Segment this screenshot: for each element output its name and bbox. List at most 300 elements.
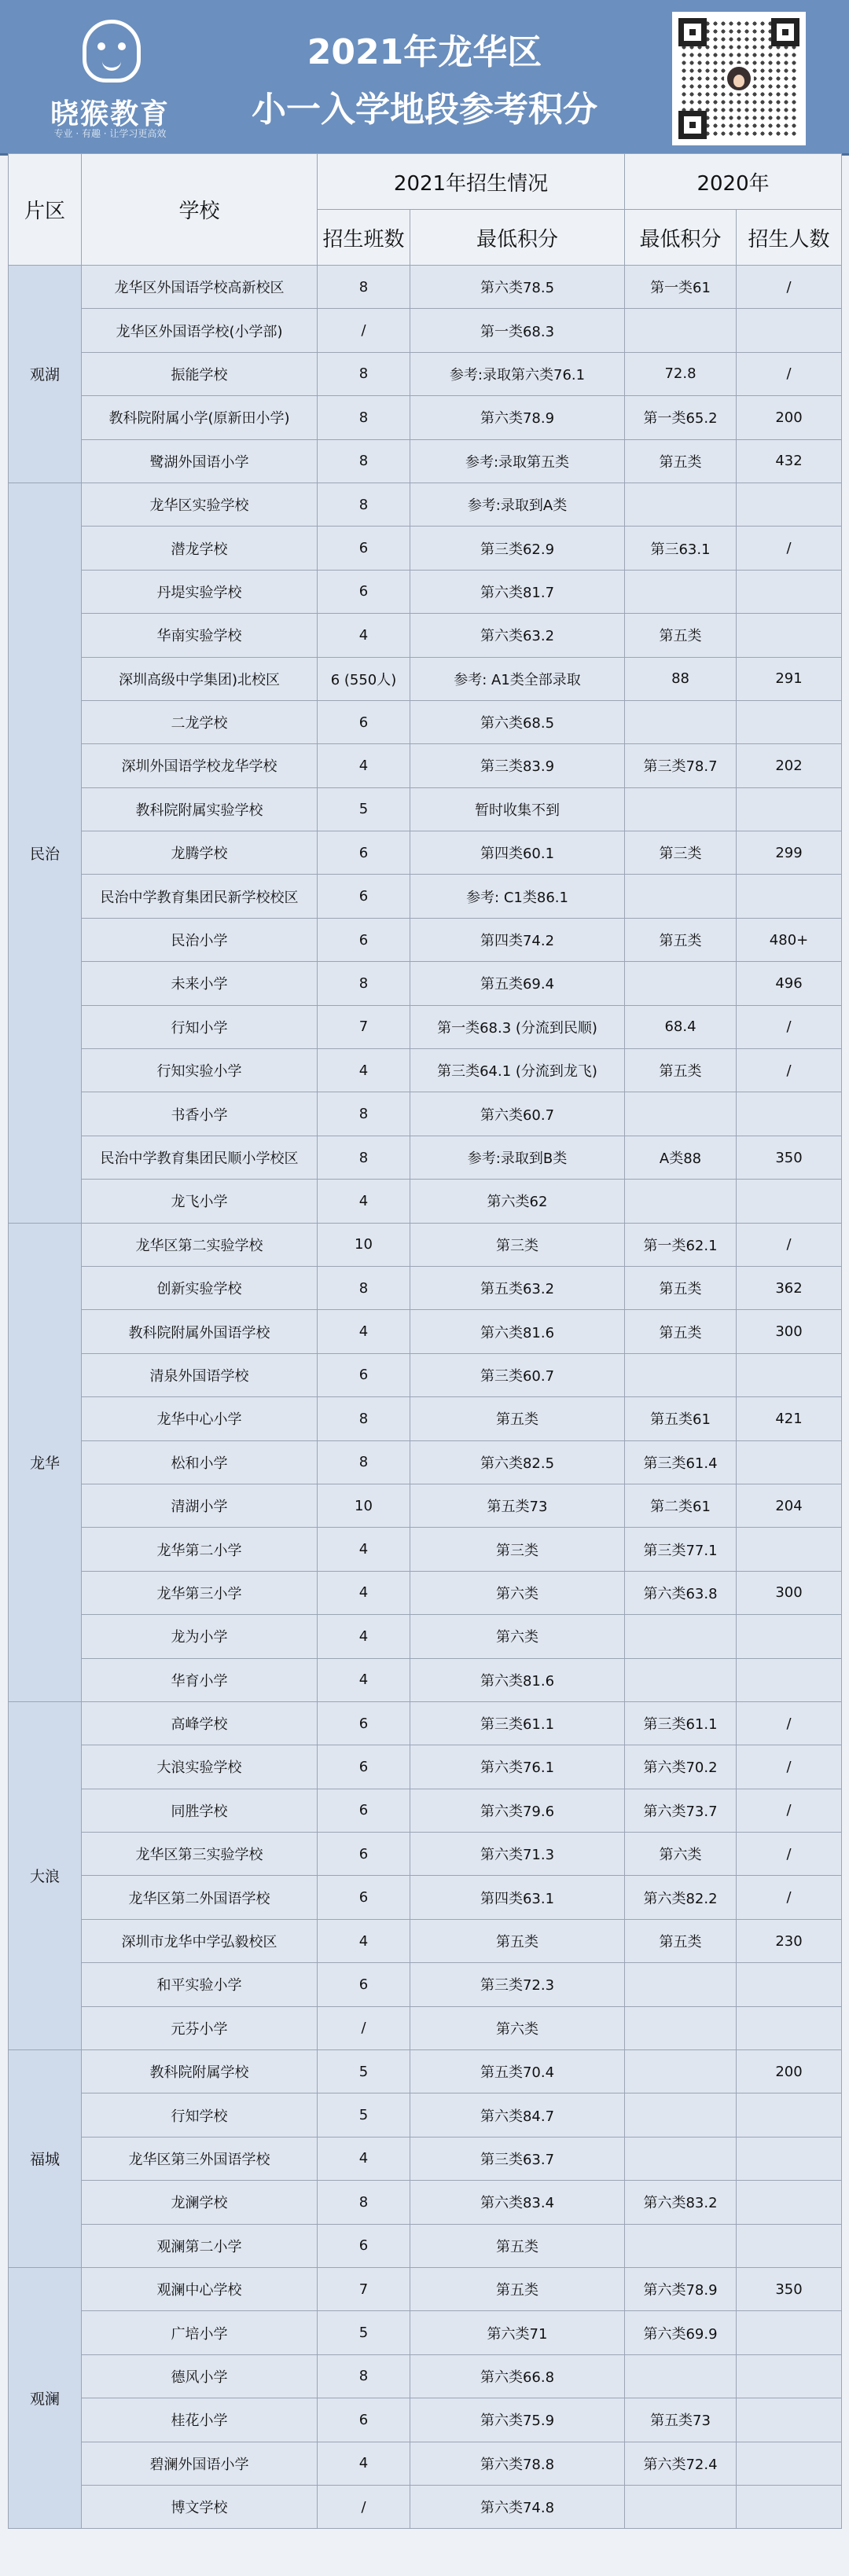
enrolled-2020-cell: / <box>737 1833 842 1876</box>
min-score-2020-cell: 第三类61.1 <box>625 1701 737 1745</box>
min-score-2020-cell <box>625 309 737 352</box>
min-score-2020-cell <box>625 962 737 1005</box>
table-row <box>9 2181 842 2224</box>
school-cell: 龙华区外国语学校高新校区 <box>82 266 318 309</box>
min-score-2021-cell: 第三类 <box>410 1528 625 1571</box>
min-score-2020-cell <box>625 2354 737 2398</box>
min-score-2021-cell: 第六类81.6 <box>410 1310 625 1353</box>
school-cell: 龙华区第二外国语学校 <box>82 1876 318 1919</box>
page-title-line1: 2021年龙华区 <box>307 32 542 72</box>
min-score-2020-cell: 第五类61 <box>625 1397 737 1440</box>
table-row <box>9 2267 842 2310</box>
classes-2021-cell: / <box>318 309 410 352</box>
school-cell: 龙华中心小学 <box>82 1397 318 1440</box>
min-score-2021-cell: 第六类76.1 <box>410 1745 625 1789</box>
min-score-2020-cell <box>625 2137 737 2180</box>
school-cell: 二龙学校 <box>82 700 318 743</box>
school-cell: 教科院附属学校 <box>82 2050 318 2093</box>
classes-2021-cell: 7 <box>318 1005 410 1048</box>
school-cell: 行知学校 <box>82 2093 318 2137</box>
min-score-2021-cell: 参考:录取到B类 <box>410 1136 625 1179</box>
classes-2021-cell: 8 <box>318 1397 410 1440</box>
enrolled-2020-cell: 200 <box>737 2050 842 2093</box>
table-row <box>9 614 842 657</box>
school-cell: 清泉外国语学校 <box>82 1353 318 1396</box>
min-score-2021-cell: 第六类78.5 <box>410 266 625 309</box>
min-score-2020-cell: 第五类 <box>625 439 737 483</box>
classes-2021-cell: 5 <box>318 2050 410 2093</box>
min-score-2020-cell <box>625 1963 737 2006</box>
min-score-2020-cell <box>625 2050 737 2093</box>
min-score-2020-cell <box>625 1658 737 1701</box>
enrolled-2020-cell <box>737 875 842 918</box>
enrolled-2020-cell: / <box>737 1701 842 1745</box>
min-score-2020-cell: 68.4 <box>625 1005 737 1048</box>
enrolled-2020-cell: 204 <box>737 1484 842 1527</box>
table-row <box>9 1789 842 1832</box>
min-score-2020-cell: 第一类62.1 <box>625 1223 737 1266</box>
min-score-2021-cell: 第三类63.7 <box>410 2137 625 2180</box>
enrolled-2020-cell: 362 <box>737 1266 842 1309</box>
min-score-2021-cell: 参考:录取第六类76.1 <box>410 352 625 395</box>
brand-slogan: 专业 · 有趣 · 让学习更高效 <box>53 128 167 139</box>
min-score-2021-cell: 第五类 <box>410 2267 625 2310</box>
min-score-2020-cell <box>625 483 737 526</box>
enrolled-2020-cell: / <box>737 1745 842 1789</box>
school-cell: 高峰学校 <box>82 1701 318 1745</box>
table-row <box>9 1833 842 1876</box>
min-score-2020-cell: 第五类 <box>625 1266 737 1309</box>
table-row <box>9 962 842 1005</box>
min-score-2021-cell: 第六类78.8 <box>410 2442 625 2485</box>
school-cell: 龙华区外国语学校(小学部) <box>82 309 318 352</box>
school-cell: 龙澜学校 <box>82 2181 318 2224</box>
enrolled-2020-cell <box>737 1528 842 1571</box>
min-score-2020-cell: 第五类 <box>625 918 737 961</box>
enrolled-2020-cell <box>737 2354 842 2398</box>
table-row <box>9 1223 842 1266</box>
classes-2021-cell: 5 <box>318 2093 410 2137</box>
qr-code-icon <box>672 12 806 145</box>
classes-2021-cell: 4 <box>318 1919 410 1962</box>
table-row <box>9 1615 842 1658</box>
min-score-2020-cell: 第五类73 <box>625 2398 737 2442</box>
min-score-2020-cell: 88 <box>625 657 737 700</box>
school-cell: 龙腾学校 <box>82 831 318 875</box>
school-cell: 未来小学 <box>82 962 318 1005</box>
classes-2021-cell: 6 <box>318 875 410 918</box>
table-row <box>9 2398 842 2442</box>
classes-2021-cell: 8 <box>318 2354 410 2398</box>
min-score-2020-cell: 第三63.1 <box>625 527 737 570</box>
school-cell: 振能学校 <box>82 352 318 395</box>
min-score-2020-cell: 第二类61 <box>625 1484 737 1527</box>
min-score-2020-cell: 第三类77.1 <box>625 1528 737 1571</box>
min-score-2020-cell: 第六类83.2 <box>625 2181 737 2224</box>
table-row <box>9 1701 842 1745</box>
classes-2021-cell: 6 <box>318 570 410 613</box>
classes-2021-cell: 4 <box>318 1658 410 1701</box>
school-cell: 教科院附属实验学校 <box>82 787 318 831</box>
enrolled-2020-cell: 202 <box>737 744 842 787</box>
enrolled-2020-cell <box>737 483 842 526</box>
min-score-2021-cell: 第六类81.7 <box>410 570 625 613</box>
classes-2021-cell: 8 <box>318 266 410 309</box>
classes-2021-cell: 8 <box>318 2181 410 2224</box>
table-row <box>9 1310 842 1353</box>
table-row <box>9 2224 842 2267</box>
enrolled-2020-cell <box>737 787 842 831</box>
classes-2021-cell: 4 <box>318 1049 410 1092</box>
classes-2021-cell: / <box>318 2006 410 2049</box>
classes-2021-cell: 6 <box>318 527 410 570</box>
school-cell: 民治中学教育集团民顺小学校区 <box>82 1136 318 1179</box>
classes-2021-cell: / <box>318 2485 410 2528</box>
school-cell: 丹堤实验学校 <box>82 570 318 613</box>
classes-2021-cell: 10 <box>318 1484 410 1527</box>
classes-2021-cell: 6 (550人) <box>318 657 410 700</box>
min-score-2020-cell: 第三类78.7 <box>625 744 737 787</box>
table-row <box>9 2006 842 2049</box>
classes-2021-cell: 6 <box>318 700 410 743</box>
min-score-2021-cell: 第三类60.7 <box>410 1353 625 1396</box>
qr-finder-icon <box>771 18 799 46</box>
school-cell: 观澜中心学校 <box>82 2267 318 2310</box>
table-row <box>9 1440 842 1484</box>
school-cell: 书香小学 <box>82 1092 318 1136</box>
enrolled-2020-cell <box>737 1440 842 1484</box>
table-row <box>9 2093 842 2137</box>
table-row <box>9 1397 842 1440</box>
min-score-2021-cell: 第四类60.1 <box>410 831 625 875</box>
table-row <box>9 2050 842 2093</box>
monkey-logo-icon <box>83 20 141 83</box>
min-score-2020-cell <box>625 787 737 831</box>
table-row <box>9 1180 842 1223</box>
min-score-2021-cell: 第六类81.6 <box>410 1658 625 1701</box>
enrolled-2020-cell: 299 <box>737 831 842 875</box>
enrolled-2020-cell: 350 <box>737 1136 842 1179</box>
page-title-line2: 小一入学地段参考积分 <box>252 90 597 130</box>
table-row <box>9 483 842 526</box>
min-score-2020-cell: 第六类72.4 <box>625 2442 737 2485</box>
school-cell: 潜龙学校 <box>82 527 318 570</box>
school-cell: 华育小学 <box>82 1658 318 1701</box>
enrolled-2020-cell: / <box>737 352 842 395</box>
min-score-2021-cell: 第六类62 <box>410 1180 625 1223</box>
table-row <box>9 1266 842 1309</box>
classes-2021-cell: 4 <box>318 2442 410 2485</box>
enrolled-2020-cell: 421 <box>737 1397 842 1440</box>
min-score-2021-cell: 第六类71.3 <box>410 1833 625 1876</box>
enrolled-2020-cell <box>737 309 842 352</box>
min-score-2021-cell: 第六类 <box>410 2006 625 2049</box>
classes-2021-cell: 4 <box>318 2137 410 2180</box>
classes-2021-cell: 8 <box>318 439 410 483</box>
school-cell: 龙为小学 <box>82 1615 318 1658</box>
school-cell: 华南实验学校 <box>82 614 318 657</box>
classes-2021-cell: 8 <box>318 1092 410 1136</box>
enrolled-2020-cell <box>737 2311 842 2354</box>
enrolled-2020-cell <box>737 2442 842 2485</box>
classes-2021-cell: 8 <box>318 1136 410 1179</box>
school-cell: 大浪实验学校 <box>82 1745 318 1789</box>
min-score-2021-cell: 第六类71 <box>410 2311 625 2354</box>
table-row <box>9 1963 842 2006</box>
district-cell: 观湖 <box>9 266 82 483</box>
enrolled-2020-cell <box>737 1658 842 1701</box>
classes-2021-cell: 4 <box>318 614 410 657</box>
table-row <box>9 1745 842 1789</box>
table-row <box>9 266 842 309</box>
min-score-2020-cell <box>625 875 737 918</box>
enrolled-2020-cell <box>737 2093 842 2137</box>
classes-2021-cell: 10 <box>318 1223 410 1266</box>
min-score-2021-cell: 第六类75.9 <box>410 2398 625 2442</box>
column-min-score-2021: 最低积分 <box>410 210 625 266</box>
min-score-2021-cell: 第五类 <box>410 1397 625 1440</box>
classes-2021-cell: 4 <box>318 1615 410 1658</box>
table-row <box>9 875 842 918</box>
qr-finder-icon <box>678 18 707 46</box>
enrolled-2020-cell: 350 <box>737 2267 842 2310</box>
table-row <box>9 2485 842 2528</box>
school-cell: 松和小学 <box>82 1440 318 1484</box>
school-cell: 龙华区第二实验学校 <box>82 1223 318 1266</box>
min-score-2021-cell: 参考: A1类全部录取 <box>410 657 625 700</box>
classes-2021-cell: 4 <box>318 1571 410 1614</box>
school-cell: 桂花小学 <box>82 2398 318 2442</box>
table-row <box>9 527 842 570</box>
classes-2021-cell: 6 <box>318 918 410 961</box>
classes-2021-cell: 6 <box>318 2398 410 2442</box>
table-row <box>9 787 842 831</box>
enrolled-2020-cell <box>737 2181 842 2224</box>
classes-2021-cell: 8 <box>318 352 410 395</box>
school-cell: 创新实验学校 <box>82 1266 318 1309</box>
school-cell: 元芬小学 <box>82 2006 318 2049</box>
table-row <box>9 396 842 439</box>
min-score-2020-cell: 第一类65.2 <box>625 396 737 439</box>
min-score-2020-cell <box>625 1353 737 1396</box>
min-score-2021-cell: 第六类63.2 <box>410 614 625 657</box>
school-cell: 同胜学校 <box>82 1789 318 1832</box>
enrolled-2020-cell: 300 <box>737 1310 842 1353</box>
qr-avatar-icon <box>724 64 754 94</box>
min-score-2020-cell: 第六类73.7 <box>625 1789 737 1832</box>
min-score-2020-cell: 72.8 <box>625 352 737 395</box>
school-cell: 碧澜外国语小学 <box>82 2442 318 2485</box>
table-row <box>9 570 842 613</box>
min-score-2021-cell: 第三类72.3 <box>410 1963 625 2006</box>
min-score-2020-cell <box>625 570 737 613</box>
classes-2021-cell: 6 <box>318 2224 410 2267</box>
enrolled-2020-cell <box>737 614 842 657</box>
enrolled-2020-cell: 496 <box>737 962 842 1005</box>
table-row <box>9 2311 842 2354</box>
min-score-2020-cell: 第一类61 <box>625 266 737 309</box>
table-row <box>9 1571 842 1614</box>
min-score-2021-cell: 参考:录取到A类 <box>410 483 625 526</box>
min-score-2021-cell: 第一类68.3 (分流到民顺) <box>410 1005 625 1048</box>
min-score-2020-cell <box>625 1092 737 1136</box>
school-cell: 行知小学 <box>82 1005 318 1048</box>
school-cell: 龙华区第三实验学校 <box>82 1833 318 1876</box>
min-score-2021-cell: 第六类74.8 <box>410 2485 625 2528</box>
enrolled-2020-cell: 200 <box>737 396 842 439</box>
min-score-2020-cell: 第五类 <box>625 1310 737 1353</box>
school-cell: 博文学校 <box>82 2485 318 2528</box>
enrolled-2020-cell <box>737 1353 842 1396</box>
column-group-2021: 2021年招生情况 <box>318 154 625 210</box>
min-score-2020-cell <box>625 700 737 743</box>
table-row <box>9 1136 842 1179</box>
classes-2021-cell: 4 <box>318 744 410 787</box>
column-district: 片区 <box>9 154 82 266</box>
min-score-2021-cell: 第六类66.8 <box>410 2354 625 2398</box>
qr-finder-icon <box>678 111 707 139</box>
classes-2021-cell: 6 <box>318 1353 410 1396</box>
enrolled-2020-cell: / <box>737 1005 842 1048</box>
table-row <box>9 352 842 395</box>
classes-2021-cell: 5 <box>318 2311 410 2354</box>
school-cell: 深圳外国语学校龙华学校 <box>82 744 318 787</box>
classes-2021-cell: 5 <box>318 787 410 831</box>
table-row <box>9 1876 842 1919</box>
enrolled-2020-cell <box>737 1092 842 1136</box>
table-row <box>9 831 842 875</box>
min-score-2021-cell: 第六类84.7 <box>410 2093 625 2137</box>
enrolled-2020-cell <box>737 700 842 743</box>
enrolled-2020-cell <box>737 2224 842 2267</box>
min-score-2020-cell: 第五类 <box>625 1049 737 1092</box>
enrolled-2020-cell <box>737 2006 842 2049</box>
column-classes-2021: 招生班数 <box>318 210 410 266</box>
school-cell: 教科院附属外国语学校 <box>82 1310 318 1353</box>
table-row <box>9 1049 842 1092</box>
min-score-2021-cell: 第六类83.4 <box>410 2181 625 2224</box>
district-cell: 福城 <box>9 2050 82 2268</box>
score-table <box>8 153 842 2529</box>
school-cell: 深圳市龙华中学弘毅校区 <box>82 1919 318 1962</box>
classes-2021-cell: 6 <box>318 1701 410 1745</box>
table-row <box>9 1528 842 1571</box>
column-enrolled-2020: 招生人数 <box>737 210 842 266</box>
classes-2021-cell: 6 <box>318 1745 410 1789</box>
min-score-2020-cell: 第六类69.9 <box>625 2311 737 2354</box>
min-score-2021-cell: 第四类74.2 <box>410 918 625 961</box>
classes-2021-cell: 6 <box>318 831 410 875</box>
min-score-2021-cell: 第五类69.4 <box>410 962 625 1005</box>
table-row <box>9 1005 842 1048</box>
column-school: 学校 <box>82 154 318 266</box>
enrolled-2020-cell <box>737 1615 842 1658</box>
min-score-2020-cell: A类88 <box>625 1136 737 1179</box>
table-row <box>9 2137 842 2180</box>
enrolled-2020-cell: / <box>737 527 842 570</box>
min-score-2021-cell: 第五类70.4 <box>410 2050 625 2093</box>
classes-2021-cell: 6 <box>318 1963 410 2006</box>
enrolled-2020-cell: 480+ <box>737 918 842 961</box>
min-score-2020-cell <box>625 2093 737 2137</box>
district-cell: 观澜 <box>9 2267 82 2528</box>
table-row <box>9 1484 842 1527</box>
school-cell: 龙飞小学 <box>82 1180 318 1223</box>
table-body <box>9 266 842 2529</box>
classes-2021-cell: 8 <box>318 396 410 439</box>
min-score-2021-cell: 第五类 <box>410 1919 625 1962</box>
district-cell: 民治 <box>9 483 82 1223</box>
min-score-2020-cell <box>625 1615 737 1658</box>
enrolled-2020-cell <box>737 2398 842 2442</box>
min-score-2021-cell: 第一类68.3 <box>410 309 625 352</box>
table-row <box>9 309 842 352</box>
enrolled-2020-cell <box>737 2485 842 2528</box>
table-row <box>9 1919 842 1962</box>
table-row <box>9 1658 842 1701</box>
classes-2021-cell: 6 <box>318 1833 410 1876</box>
school-cell: 清湖小学 <box>82 1484 318 1527</box>
min-score-2021-cell: 第三类83.9 <box>410 744 625 787</box>
min-score-2020-cell: 第六类70.2 <box>625 1745 737 1789</box>
min-score-2020-cell: 第六类 <box>625 1833 737 1876</box>
school-cell: 龙华区实验学校 <box>82 483 318 526</box>
min-score-2021-cell: 第三类 <box>410 1223 625 1266</box>
min-score-2020-cell: 第六类82.2 <box>625 1876 737 1919</box>
table-row <box>9 2442 842 2485</box>
min-score-2021-cell: 第六类82.5 <box>410 1440 625 1484</box>
min-score-2020-cell: 第五类 <box>625 1919 737 1962</box>
school-cell: 和平实验小学 <box>82 1963 318 2006</box>
classes-2021-cell: 4 <box>318 1310 410 1353</box>
school-cell: 民治小学 <box>82 918 318 961</box>
enrolled-2020-cell: / <box>737 1876 842 1919</box>
min-score-2020-cell <box>625 1180 737 1223</box>
column-min-score-2020: 最低积分 <box>625 210 737 266</box>
min-score-2021-cell: 暂时收集不到 <box>410 787 625 831</box>
table-row <box>9 2354 842 2398</box>
min-score-2020-cell <box>625 2006 737 2049</box>
enrolled-2020-cell: / <box>737 266 842 309</box>
enrolled-2020-cell: / <box>737 1049 842 1092</box>
header-banner <box>0 0 849 156</box>
school-cell: 深圳高级中学集团)北校区 <box>82 657 318 700</box>
min-score-2021-cell: 第三类61.1 <box>410 1701 625 1745</box>
min-score-2020-cell: 第三类61.4 <box>625 1440 737 1484</box>
school-cell: 龙华区第三外国语学校 <box>82 2137 318 2180</box>
school-cell: 民治中学教育集团民新学校校区 <box>82 875 318 918</box>
classes-2021-cell: 8 <box>318 1440 410 1484</box>
min-score-2021-cell: 第六类 <box>410 1571 625 1614</box>
min-score-2021-cell: 参考: C1类86.1 <box>410 875 625 918</box>
min-score-2021-cell: 参考:录取第五类 <box>410 439 625 483</box>
min-score-2021-cell: 第六类60.7 <box>410 1092 625 1136</box>
min-score-2020-cell: 第六类63.8 <box>625 1571 737 1614</box>
school-cell: 观澜第二小学 <box>82 2224 318 2267</box>
enrolled-2020-cell <box>737 570 842 613</box>
min-score-2020-cell <box>625 2485 737 2528</box>
enrolled-2020-cell: 291 <box>737 657 842 700</box>
enrolled-2020-cell <box>737 2137 842 2180</box>
min-score-2021-cell: 第三类64.1 (分流到龙飞) <box>410 1049 625 1092</box>
school-cell: 教科院附属小学(原新田小学) <box>82 396 318 439</box>
school-cell: 鹭湖外国语小学 <box>82 439 318 483</box>
table-row <box>9 657 842 700</box>
min-score-2020-cell: 第五类 <box>625 614 737 657</box>
school-cell: 广培小学 <box>82 2311 318 2354</box>
table-row <box>9 700 842 743</box>
classes-2021-cell: 7 <box>318 2267 410 2310</box>
